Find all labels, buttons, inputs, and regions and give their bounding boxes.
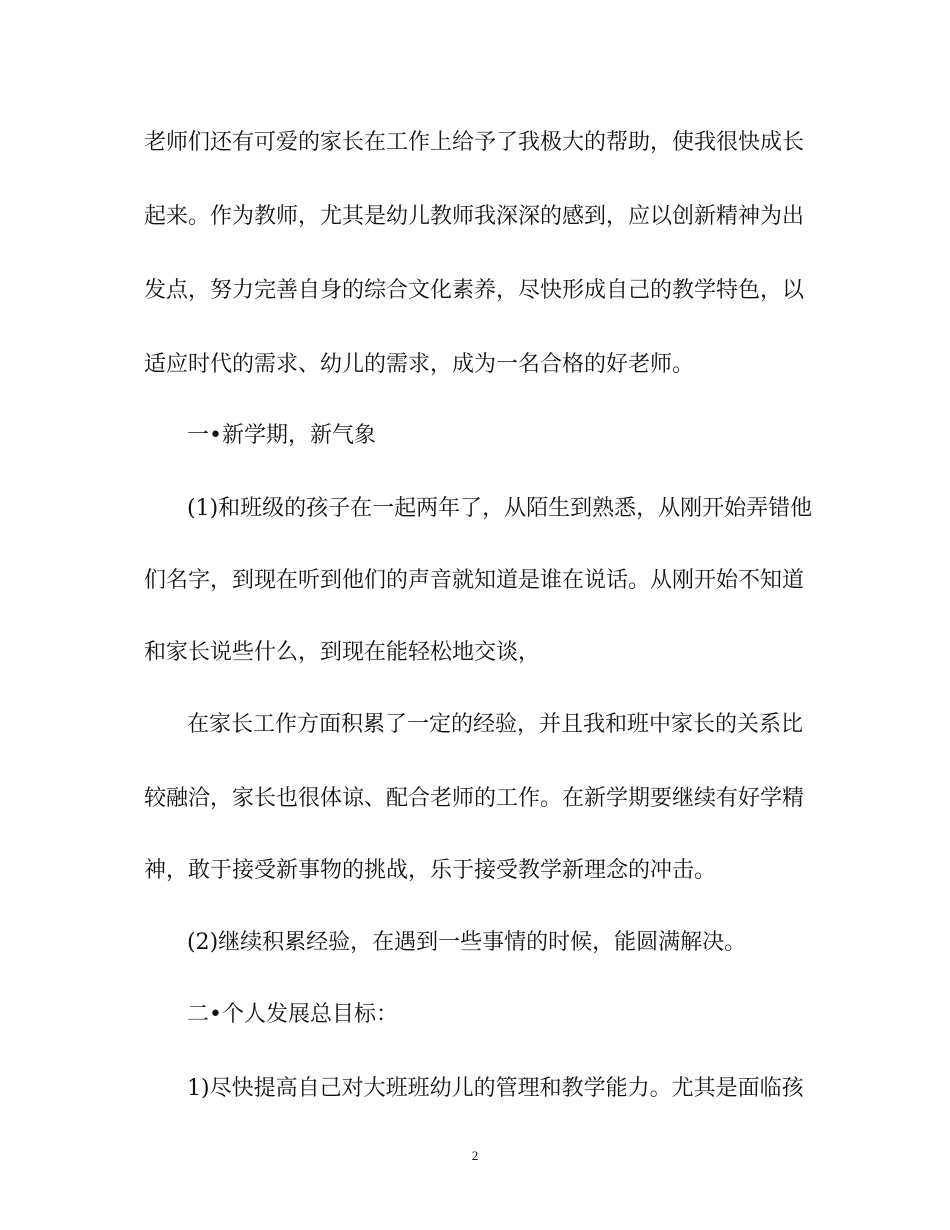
page-number: 2 xyxy=(471,1148,479,1163)
text-line: 在家长工作方面积累了一定的经验，并且我和班中家长的关系比 xyxy=(187,712,804,737)
text-line: 和家长说些什么，到现在能轻松地交谈， xyxy=(144,640,541,665)
section-heading: 一•新学期，新气象 xyxy=(187,423,376,448)
text-line: 1)尽快提高自己对大班班幼儿的管理和教学能力。尤其是面临孩 xyxy=(187,1076,804,1101)
text-line: 神，敢于接受新事物的挑战，乐于接受教学新理念的冲击。 xyxy=(144,858,717,883)
text-line: (2)继续积累经验，在遇到一些事情的时候，能圆满解决。 xyxy=(187,930,747,955)
text-line: 较融洽，家长也很体谅、配合老师的工作。在新学期要继续有好学精 xyxy=(144,786,805,811)
section-heading: 二•个人发展总目标： xyxy=(187,1002,398,1027)
text-line: 发点，努力完善自身的综合文化素养，尽快形成自己的教学特色，以 xyxy=(144,278,805,303)
text-line: (1)和班级的孩子在一起两年了，从陌生到熟悉，从刚开始弄错他 xyxy=(187,496,813,521)
text-line: 起来。作为教师，尤其是幼儿教师我深深的感到，应以创新精神为出 xyxy=(144,204,805,229)
text-line: 适应时代的需求、幼儿的需求，成为一名合格的好老师。 xyxy=(144,352,695,377)
text-line: 老师们还有可爱的家长在工作上给予了我极大的帮助，使我很快成长 xyxy=(144,130,805,155)
text-line: 们名字，到现在听到他们的声音就知道是谁在说话。从刚开始不知道 xyxy=(144,568,805,593)
